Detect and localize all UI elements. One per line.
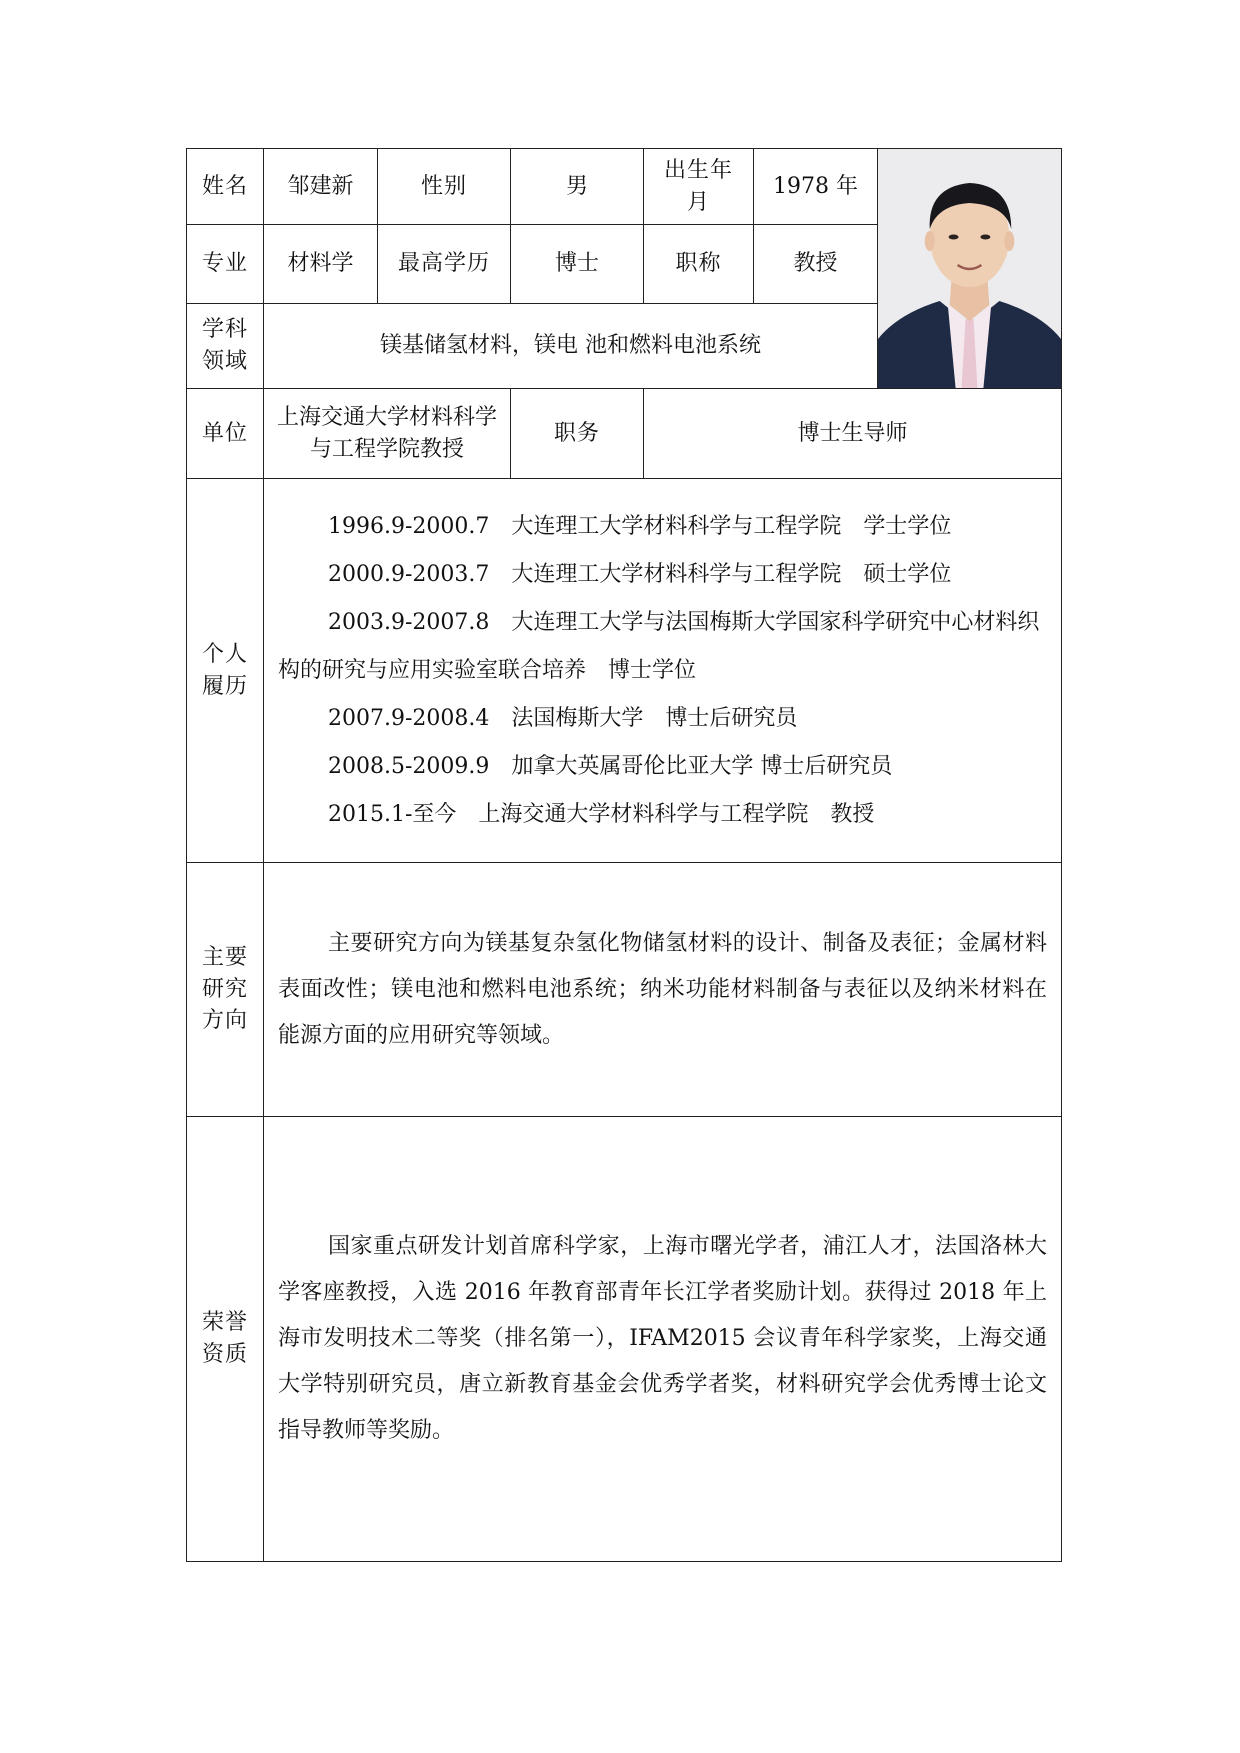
- resume-entry: 2000.9-2003.7 大连理工大学材料科学与工程学院 硕士学位: [328, 561, 952, 587]
- row-honors: [187, 1117, 1062, 1562]
- resume-entry: 2008.5-2009.9 加拿大英属哥伦比亚大学 博士后研究员: [328, 753, 893, 779]
- degree-label: 最高学历: [378, 225, 511, 303]
- row-resume: [187, 479, 1062, 863]
- row-unit: [187, 389, 1062, 479]
- resume-content: [264, 479, 1062, 863]
- honors-text: 国家重点研发计划首席科学家，上海市曙光学者，浦江人才，法国洛林大学客座教授，入选 2016 年教育部青年长江学者奖励计划。获得过 2018 年上海市发明技术二等奖（排名第一），IFAM2015 会议青年科学家奖，上海交通大学特别研究员，唐立新教育基金会优秀学者奖，材料研究学会优秀博士论文指导教师等奖励。: [278, 1234, 1047, 1443]
- research-content: [264, 863, 1062, 1117]
- honors-content: [264, 1117, 1062, 1562]
- profile-table: [186, 148, 1062, 1562]
- title-value: 教授: [754, 225, 878, 303]
- field-label: 学科领域: [187, 303, 264, 388]
- post-label: 职务: [511, 389, 644, 479]
- research-text: 主要研究方向为镁基复杂氢化物储氢材料的设计、制备及表征；金属材料表面改性；镁电池和燃料电池系统；纳米功能材料制备与表征以及纳米材料在能源方面的应用研究等领域。: [278, 930, 1047, 1048]
- resume-entry: 2015.1-至今 上海交通大学材料科学与工程学院 教授: [328, 801, 875, 827]
- degree-value: 博士: [511, 225, 644, 303]
- resume-entry: 1996.9-2000.7 大连理工大学材料科学与工程学院 学士学位: [328, 513, 952, 539]
- post-value: 博士生导师: [644, 389, 1062, 479]
- resume-entry: 2007.9-2008.4 法国梅斯大学 博士后研究员: [328, 705, 798, 731]
- portrait-photo: [878, 149, 1061, 388]
- row-basic: [187, 149, 1062, 225]
- portrait-illustration: [878, 149, 1061, 388]
- portrait-cell: [878, 149, 1062, 389]
- unit-label: 单位: [187, 389, 264, 479]
- resume-entry: 2003.9-2007.8 大连理工大学与法国梅斯大学国家科学研究中心材料织构的研究与应用实验室联合培养 博士学位: [278, 609, 1040, 683]
- name-value: 邹建新: [264, 149, 378, 225]
- major-label: 专业: [187, 225, 264, 303]
- row-research: [187, 863, 1062, 1117]
- birth-value: 1978 年: [754, 149, 878, 225]
- field-value: 镁基储氢材料，镁电 池和燃料电池系统: [264, 303, 878, 388]
- name-label: 姓名: [187, 149, 264, 225]
- birth-label: 出生年月: [644, 149, 754, 225]
- gender-value: 男: [511, 149, 644, 225]
- unit-value: 上海交通大学材料科学与工程学院教授: [264, 389, 511, 479]
- honors-label: 荣誉资质: [187, 1117, 264, 1562]
- gender-label: 性别: [378, 149, 511, 225]
- research-label: 主要研究方向: [187, 863, 264, 1117]
- resume-label: 个人履历: [187, 479, 264, 863]
- title-label: 职称: [644, 225, 754, 303]
- major-value: 材料学: [264, 225, 378, 303]
